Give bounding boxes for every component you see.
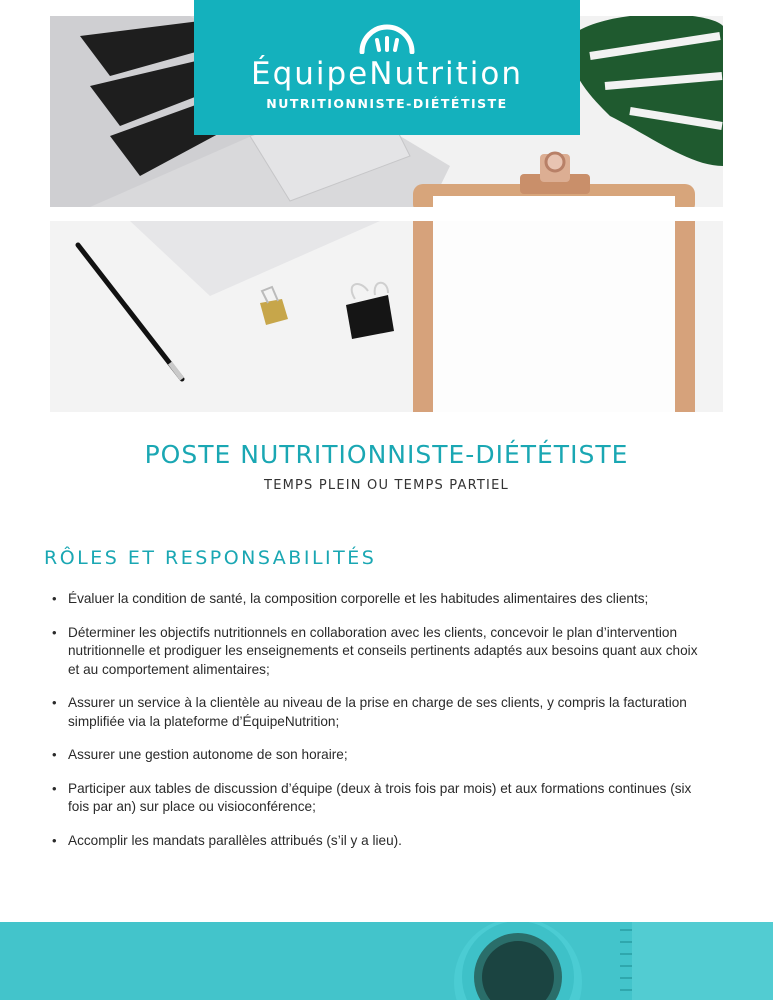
bullet-icon: • — [52, 780, 57, 796]
list-item — [50, 746, 710, 765]
list-item-text: Participer aux tables de discussion d’équipe (deux à trois fois par mois) et aux formations continues (six fois par an) sur place ou visioconférence; — [68, 780, 692, 814]
responsibilities-heading: RÔLES ET RESPONSABILITÉS — [44, 547, 377, 569]
brand-tagline: NUTRITIONNISTE-DIÉTÉTISTE — [266, 96, 508, 111]
list-item — [50, 624, 710, 680]
list-item-text: Assurer une gestion autonome de son horaire; — [68, 747, 348, 762]
bullet-icon: • — [52, 624, 57, 640]
list-item — [50, 832, 710, 851]
bullet-icon: • — [52, 591, 57, 606]
desk-photo-illustration-bottom — [50, 221, 723, 412]
job-subtitle: TEMPS PLEIN OU TEMPS PARTIEL — [264, 478, 509, 493]
list-item-text: Accomplir les mandats parallèles attribués (s’il y a lieu). — [68, 832, 402, 848]
job-title: POSTE NUTRITIONNISTE-DIÉTÉTISTE — [144, 440, 629, 469]
footer-band — [0, 922, 773, 1000]
brand-logo-icon — [358, 16, 416, 54]
list-item — [50, 694, 710, 731]
responsibilities-list — [50, 590, 710, 865]
list-item — [50, 780, 710, 817]
brand-name: ÉquipeNutrition — [250, 56, 523, 92]
list-item-text: Évaluer la condition de santé, la composition corporelle et les habitudes alimentaires des clients; — [68, 591, 649, 606]
bullet-icon: • — [52, 747, 57, 762]
brand-logo-box — [194, 0, 580, 135]
bullet-icon: • — [52, 695, 57, 710]
coffee-cup-illustration — [0, 922, 773, 1000]
bullet-icon: • — [52, 832, 57, 848]
list-item — [50, 590, 710, 609]
header-photo-bottom — [50, 221, 723, 412]
list-item-text: Assurer un service à la clientèle au niveau de la prise en charge de ses clients, y compris la facturation simplifiée via la plateforme d’ÉquipeNutrition; — [68, 695, 687, 729]
list-item-text: Déterminer les objectifs nutritionnels en collaboration avec les clients, concevoir le plan d’intervention nutritionnelle et prodiguer les enseignements et conseils pertinents adaptés aux besoins quant aux choix et au comportement alimentaires; — [68, 624, 698, 677]
